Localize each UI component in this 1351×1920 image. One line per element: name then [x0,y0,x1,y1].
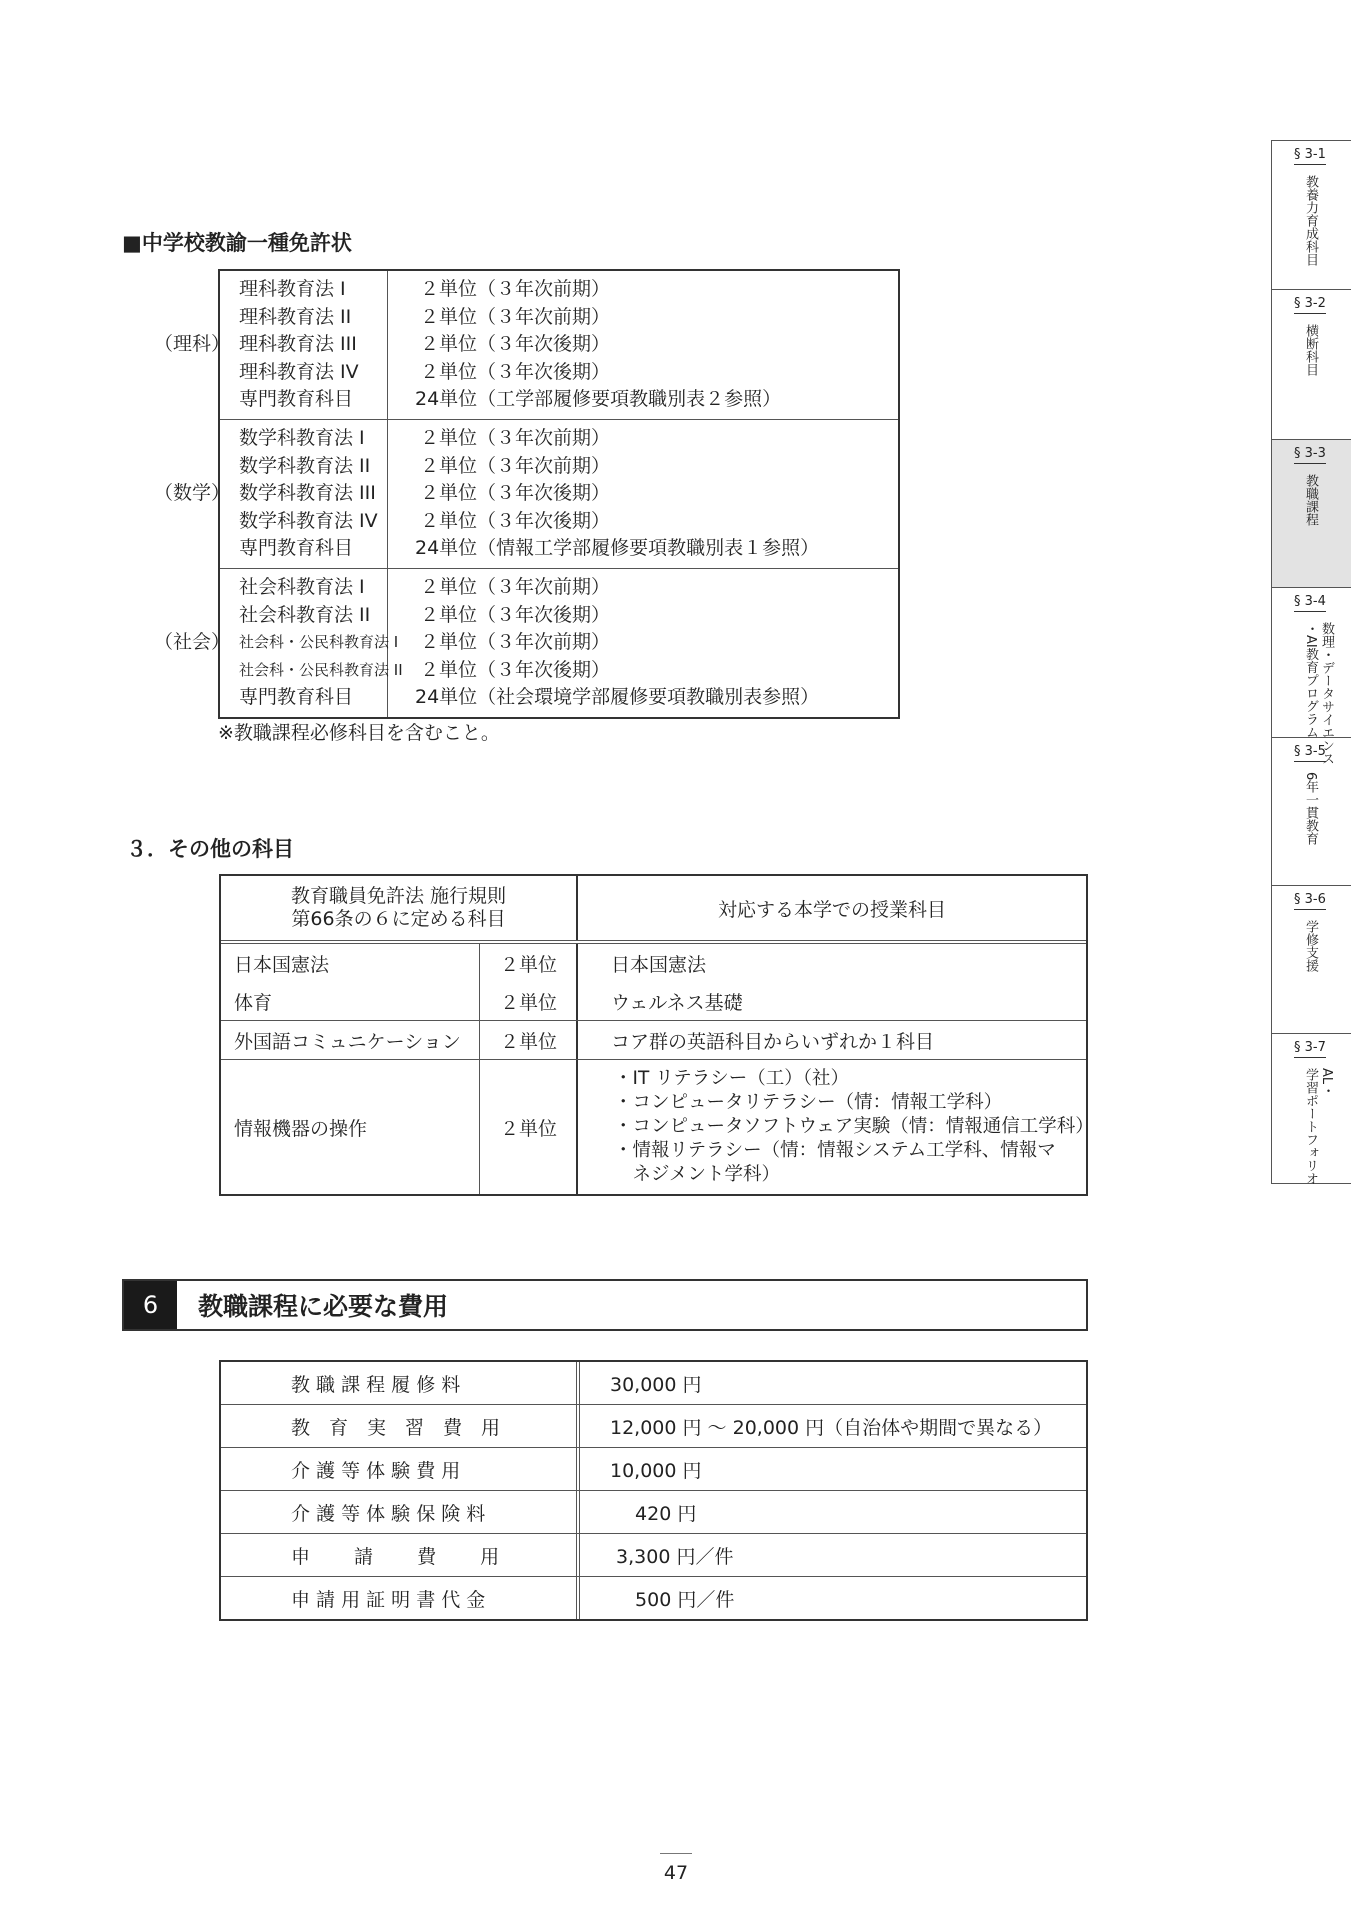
group-label: （社会） [154,631,231,653]
section-number: 6 [124,1281,177,1329]
header-rule-subject [221,876,576,940]
fee-value: 12,000 円 ～ 20,000 円（自治体や期間で異なる） [576,1405,1086,1447]
course-cell: 日本国憲法 [576,944,1086,982]
license-heading: ■中学校教諭一種免許状 [122,231,352,255]
side-tab-3[interactable] [1271,440,1351,588]
side-tab-6[interactable] [1271,886,1351,1034]
fee-value: 500 円／件 [576,1577,1086,1619]
page-number: 47 [660,1853,692,1884]
column-divider [387,420,388,568]
tab-title: 数理・データサイエンス ・AI教育プログラム [1303,622,1334,765]
section-header [122,1279,1088,1331]
course-bullets [576,1060,1094,1194]
course-unit: ２単位（３年次前期） [420,454,611,477]
fee-row [221,1404,1086,1447]
course-bullet: ・コンピュータソフトウェア実験（情：情報通信工学科） [614,1116,1094,1137]
tab-title: 教養力育成科目 [1303,175,1318,266]
course-name: 理科教育法 IV [239,360,359,383]
subject-cell: 情報機器の操作 [234,1117,368,1140]
unit-cell: ２単位 [479,1021,577,1059]
course-unit: ２単位（３年次後期） [420,509,611,532]
tab-section-number: § 3-4 [1294,594,1326,612]
course-bullet: ・コンピュータリテラシー（情：情報工学科） [614,1092,1003,1113]
course-cell: ウェルネス基礎 [576,982,1086,1020]
course-unit: 24単位（情報工学部履修要項教職別表１参照） [415,537,820,559]
course-unit: 24単位（社会環境学部履修要項教職別表参照） [415,686,820,708]
course-name: 理科教育法 II [239,305,352,328]
other-subjects-heading: ３．その他の科目 [126,837,294,861]
course-unit: ２単位（３年次後期） [420,658,611,681]
fee-label: 介 護 等 体 験 保 険 料 [291,1502,486,1525]
table-row [221,1059,1094,1194]
fee-label: 教 育 実 習 費 用 [291,1416,501,1439]
table-header [221,876,1086,944]
course-unit: ２単位（３年次後期） [420,333,611,355]
course-unit: ２単位（３年次前期） [420,278,611,300]
course-unit: ２単位（３年次後期） [420,603,611,626]
course-name: 理科教育法 I [239,278,346,300]
header-rule-line-1: 教育職員免許法 施行規則 [290,885,507,907]
course-name: 数学科教育法 III [239,482,376,504]
course-name: 専門教育科目 [239,537,354,559]
course-bullet: ・IT リテラシー（工）（社） [614,1068,850,1089]
course-cell: コア群の英語科目からいずれか１科目 [576,1021,1086,1059]
tab-section-number: § 3-1 [1294,147,1326,165]
course-name: 社会科・公民科教育法 II [239,660,403,679]
side-tab-1[interactable] [1271,140,1351,290]
subject-cell: 日本国憲法 [234,953,330,976]
tab-section-number: § 3-3 [1294,446,1326,464]
fee-label: 教 職 課 程 履 修 料 [291,1373,461,1396]
unit-cell: ２単位 [479,982,577,1020]
other-subjects-table [219,874,1094,1196]
header-course: 対応する本学での授業科目 [576,876,1086,940]
course-name: 数学科教育法 II [239,454,371,477]
tab-title: 6年一貫教育 [1303,772,1318,846]
course-name: 数学科教育法 I [239,427,365,449]
fee-row [221,1533,1086,1576]
course-name: 専門教育科目 [239,388,354,410]
fee-row [221,1576,1086,1619]
course-unit: ２単位（３年次後期） [420,360,611,383]
tab-section-number: § 3-5 [1294,744,1326,762]
course-name: 理科教育法 III [239,333,357,355]
course-name: 専門教育科目 [239,686,354,708]
course-name: 社会科教育法 I [239,576,365,598]
course-bullet: ネジメント学科） [614,1164,780,1185]
fee-value: 30,000 円 [576,1362,1086,1404]
tab-title: 横断科目 [1303,324,1318,376]
group-label: （理科） [154,333,231,355]
fee-value: 420 円 [576,1491,1086,1533]
unit-cell: ２単位 [479,944,577,982]
course-unit: ２単位（３年次後期） [420,482,611,504]
course-bullet: ・情報リテラシー（情：情報システム工学科、情報マ [614,1140,1056,1161]
tab-title: AL・ 学習ポートフォリオ [1303,1068,1334,1185]
fee-value: 10,000 円 [576,1448,1086,1490]
course-name: 社会科教育法 II [239,603,371,626]
course-name: 社会科・公民科教育法 I [239,633,399,651]
fee-value: 3,300 円／件 [576,1534,1086,1576]
subject-group [220,568,898,717]
side-tab-7[interactable] [1271,1034,1351,1184]
side-tab-2[interactable] [1271,290,1351,440]
course-unit: 24単位（工学部履修要項教職別表２参照） [415,388,782,410]
fee-label: 申 請 費 用 [291,1545,500,1568]
course-name: 数学科教育法 IV [239,509,378,532]
subject-cell: 外国語コミュニケーション [234,1030,461,1053]
fee-table [219,1360,1088,1621]
fee-label: 申 請 用 証 明 書 代 金 [291,1588,486,1611]
subject-group [220,419,898,568]
tab-section-number: § 3-2 [1294,296,1326,314]
group-label: （数学） [154,482,231,504]
column-divider [387,271,388,419]
subject-group [220,271,898,419]
fee-row [221,1362,1086,1404]
fee-row [221,1490,1086,1533]
subject-cell: 体育 [234,991,273,1014]
course-unit: ２単位（３年次前期） [420,576,611,598]
fee-row [221,1447,1086,1490]
side-tab-5[interactable] [1271,738,1351,886]
table-row [221,982,1086,1020]
table-row [221,944,1086,982]
course-unit: ２単位（３年次前期） [420,631,611,653]
tab-section-number: § 3-7 [1294,1040,1326,1058]
license-note: ※教職課程必修科目を含むこと。 [218,722,500,744]
unit-cell: ２単位 [479,1060,577,1194]
fee-label: 介 護 等 体 験 費 用 [291,1459,461,1482]
course-unit: ２単位（３年次前期） [420,305,611,328]
tab-title: 教職課程 [1303,474,1318,526]
tab-section-number: § 3-6 [1294,892,1326,910]
table-row [221,1020,1086,1059]
course-unit: ２単位（３年次前期） [420,427,611,449]
tab-title: 学修支援 [1303,920,1318,972]
header-rule-line-2: 第66条の６に定める科目 [291,908,506,930]
license-table [218,269,900,719]
section-title: 教職課程に必要な費用 [198,1292,449,1321]
